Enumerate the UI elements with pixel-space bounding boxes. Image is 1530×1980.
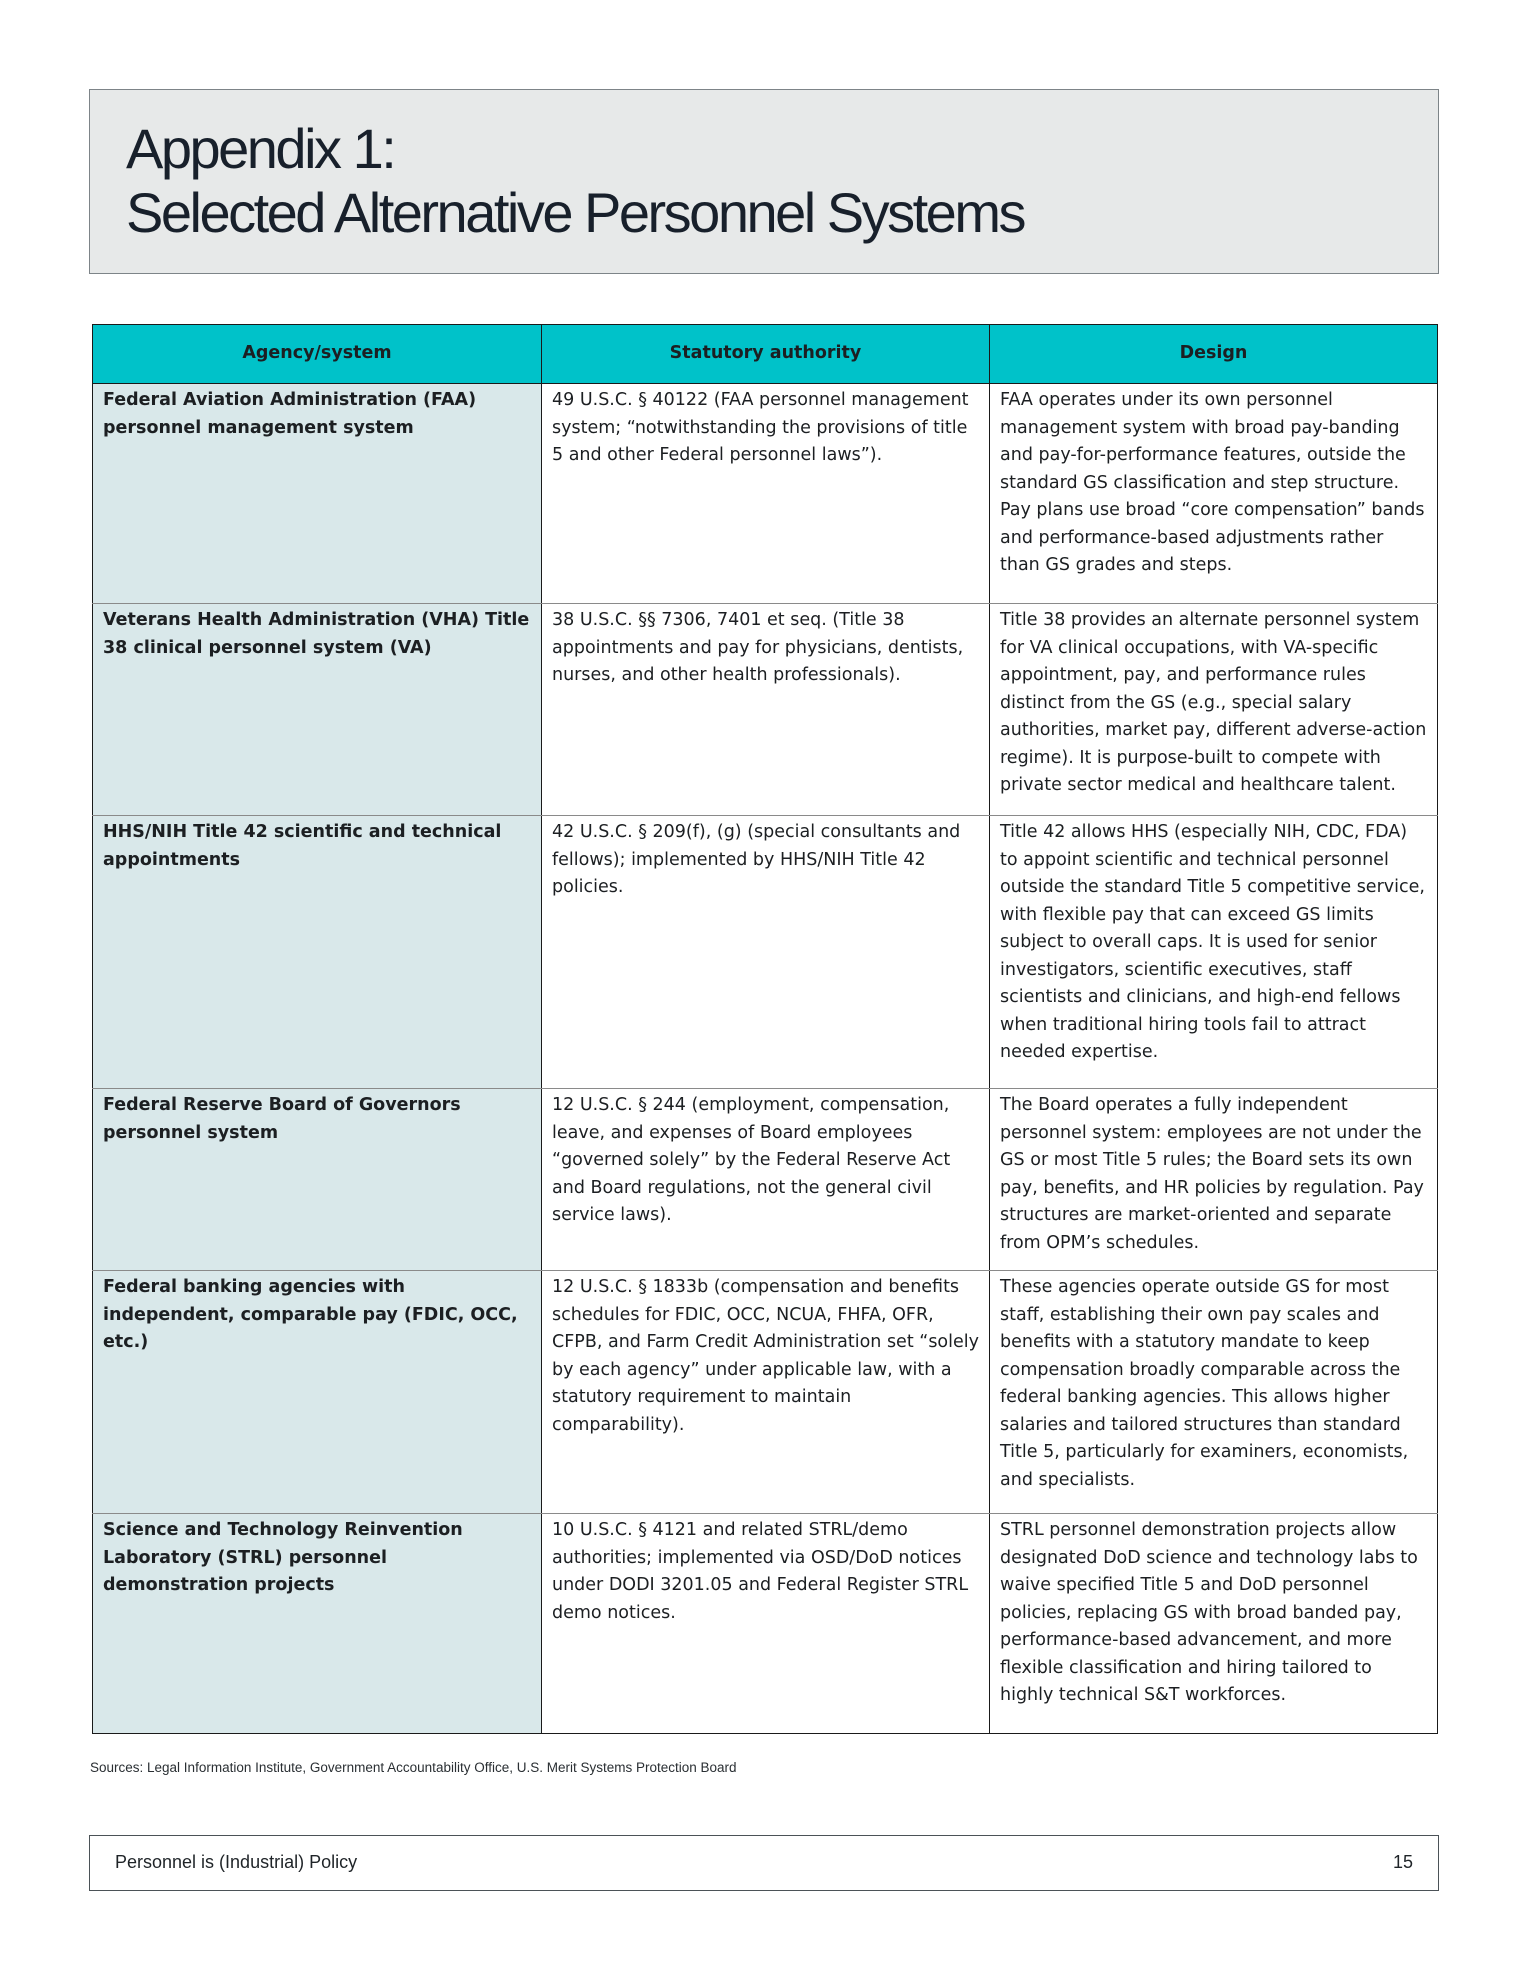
design-cell: STRL personnel demonstration projects allow designated DoD science and technology labs to waive specified Title 5 and DoD personnel policies, replacing GS with broad banded pay, performance-based advancement, and more flexible classification and hiring tailored to highly technical S&T workforces. bbox=[990, 1514, 1438, 1734]
sources-note: Sources: Legal Information Institute, Government Accountability Office, U.S. Merit Systems Protection Board bbox=[90, 1760, 737, 1775]
agency-cell: Federal banking agencies with independent, comparable pay (FDIC, OCC, etc.) bbox=[93, 1271, 542, 1514]
page-footer bbox=[89, 1835, 1439, 1891]
agency-cell: Federal Aviation Administration (FAA) personnel management system bbox=[93, 384, 542, 604]
design-cell: The Board operates a fully independent personnel system: employees are not under the GS or most Title 5 rules; the Board sets its own pay, benefits, and HR policies by regulation. Pay structures are market-oriented and separate from OPM’s schedules. bbox=[990, 1089, 1438, 1271]
authority-cell: 38 U.S.C. §§ 7306, 7401 et seq. (Title 38 appointments and pay for physicians, dentists, nurses, and other health professionals). bbox=[542, 604, 990, 816]
column-header-agency: Agency/system bbox=[93, 325, 542, 384]
table-row bbox=[93, 384, 1438, 604]
authority-cell: 12 U.S.C. § 1833b (compensation and benefits schedules for FDIC, OCC, NCUA, FHFA, OFR, CFPB, and Farm Credit Administration set “solely by each agency” under applicable law, with a statutory requirement to maintain comparability). bbox=[542, 1271, 990, 1514]
authority-cell: 12 U.S.C. § 244 (employment, compensation, leave, and expenses of Board employees “governed solely” by the Federal Reserve Act and Board regulations, not the general civil service laws). bbox=[542, 1089, 990, 1271]
alternative-personnel-systems-table bbox=[92, 324, 1438, 1734]
page-title-line-2: Selected Alternative Personnel Systems bbox=[126, 181, 1024, 244]
table-row bbox=[93, 816, 1438, 1089]
design-cell: These agencies operate outside GS for most staff, establishing their own pay scales and benefits with a statutory mandate to keep compensation broadly comparable across the federal banking agencies. This allows higher salaries and tailored structures than standard Title 5, particularly for examiners, economists, and specialists. bbox=[990, 1271, 1438, 1514]
authority-cell: 42 U.S.C. § 209(f), (g) (special consultants and fellows); implemented by HHS/NIH Title 42 policies. bbox=[542, 816, 990, 1089]
page-number: 15 bbox=[1392, 1852, 1413, 1872]
table-row bbox=[93, 1089, 1438, 1271]
authority-cell: 10 U.S.C. § 4121 and related STRL/demo authorities; implemented via OSD/DoD notices under DODI 3201.05 and Federal Register STRL demo notices. bbox=[542, 1514, 990, 1734]
authority-cell: 49 U.S.C. § 40122 (FAA personnel management system; “notwithstanding the provisions of title 5 and other Federal personnel laws”). bbox=[542, 384, 990, 604]
column-header-design: Design bbox=[990, 325, 1438, 384]
table-row bbox=[93, 1271, 1438, 1514]
column-header-authority: Statutory authority bbox=[542, 325, 990, 384]
agency-cell: Science and Technology Reinvention Laboratory (STRL) personnel demonstration projects bbox=[93, 1514, 542, 1734]
table-header-row bbox=[93, 325, 1438, 384]
table-row bbox=[93, 604, 1438, 816]
agency-cell: HHS/NIH Title 42 scientific and technical appointments bbox=[93, 816, 542, 1089]
design-cell: Title 38 provides an alternate personnel system for VA clinical occupations, with VA-specific appointment, pay, and performance rules distinct from the GS (e.g., special salary authorities, market pay, different adverse-action regime). It is purpose-built to compete with private sector medical and healthcare talent. bbox=[990, 604, 1438, 816]
agency-cell: Veterans Health Administration (VHA) Title 38 clinical personnel system (VA) bbox=[93, 604, 542, 816]
title-box bbox=[89, 89, 1439, 274]
page-title-line-1: Appendix 1: bbox=[126, 117, 395, 180]
footer-document-title: Personnel is (Industrial) Policy bbox=[115, 1852, 358, 1872]
design-cell: Title 42 allows HHS (especially NIH, CDC, FDA) to appoint scientific and technical personnel outside the standard Title 5 competitive service, with flexible pay that can exceed GS limits subject to overall caps. It is used for senior investigators, scientific executives, staff scientists and clinicians, and high-end fellows when traditional hiring tools fail to attract needed expertise. bbox=[990, 816, 1438, 1089]
design-cell: FAA operates under its own personnel management system with broad pay-banding and pay-for-performance features, outside the standard GS classification and step structure. Pay plans use broad “core compensation” bands and performance-based adjustments rather than GS grades and steps. bbox=[990, 384, 1438, 604]
table-row bbox=[93, 1514, 1438, 1734]
agency-cell: Federal Reserve Board of Governors personnel system bbox=[93, 1089, 542, 1271]
